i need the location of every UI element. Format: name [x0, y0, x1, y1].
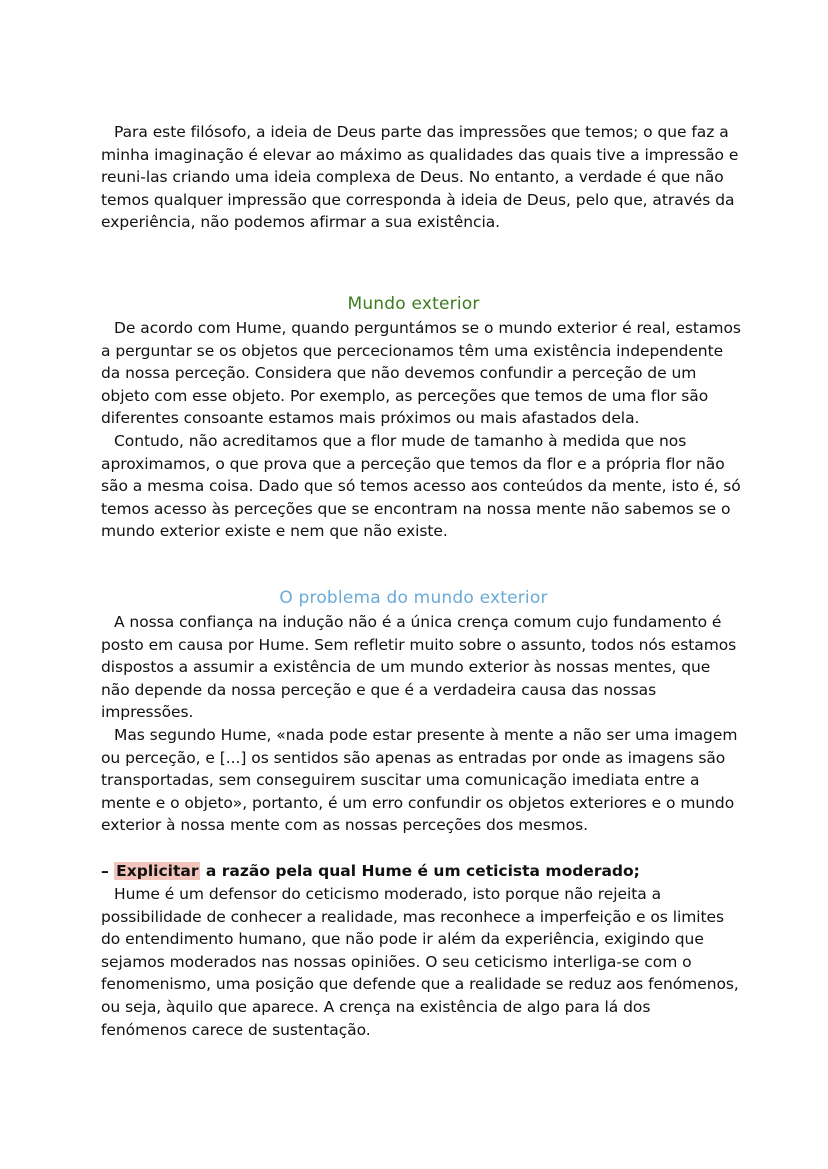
- mundo-exterior-section: [101, 317, 741, 543]
- heading-mundo-exterior: Mundo exterior: [347, 294, 480, 314]
- answer-section: [101, 883, 741, 1041]
- answer-paragraph: Hume é um defensor do ceticismo moderado, isto porque não rejeita a possibilidade de conhecer a realidade, mas reconhece a imperfeição e os limites do entendimento humano, que não pode ir além da experiência, exigindo que sejamos moderados nas nossas opiniões. O seu ceticismo interliga-se com o fenomenismo, uma posição que defende que a realidade se reduz aos fenómenos, ou seja, àquilo que aparece. A crença na existência de algo para lá dos fenómenos carece de sustentação.: [101, 885, 739, 1039]
- heading-problema-mundo-exterior: O problema do mundo exterior: [279, 588, 548, 608]
- question-highlight: Explicitar: [116, 862, 199, 880]
- problema-paragraph-2: Mas segundo Hume, «nada pode estar presente à mente a não ser uma imagem ou perceção, e [...] os sentidos são apenas as entradas por onde as imagens são transportadas, sem conseguirem suscitar uma comunicação imediata entre a mente e o objeto», portanto, é um erro confundir os objetos exteriores e o mundo exterior à nossa mente com as nossas perceções dos mesmos.: [101, 725, 738, 835]
- intro-section: [101, 121, 741, 234]
- mundo-exterior-paragraph-2: Contudo, não acreditamos que a flor mude de tamanho à medida que nos aproximamos, o que prova que a perceção que temos da flor e a própria flor não são a mesma coisa. Dado que só temos acesso aos conteúdos da mente, isto é, só temos acesso às perceções que se encontram na nossa mente não sabemos se o mundo exterior existe e nem que não existe.: [101, 431, 741, 541]
- problema-section: [101, 611, 741, 837]
- question-line: [101, 860, 741, 883]
- mundo-exterior-paragraph-1: De acordo com Hume, quando perguntámos se o mundo exterior é real, estamos a perguntar se os objetos que percecionamos têm uma existência independente da nossa perceção. Considera que não devemos confundir a perceção de um objeto com esse objeto. Por exemplo, as perceções que temos de uma flor são diferentes consoante estamos mais próximos ou mais afastados dela.: [101, 319, 741, 428]
- question-text: a razão pela qual Hume é um ceticista moderado;: [200, 862, 640, 880]
- intro-paragraph: Para este filósofo, a ideia de Deus parte das impressões que temos; o que faz a minha imaginação é elevar ao máximo as qualidades das quais tive a impressão e reuni-las criando uma ideia complexa de Deus. No entanto, a verdade é que não temos qualquer impressão que corresponda à ideia de Deus, pelo que, através da experiência, não podemos afirmar a sua existência.: [101, 123, 739, 232]
- question-prefix: –: [101, 862, 115, 880]
- problema-paragraph-1: A nossa confiança na indução não é a única crença comum cujo fundamento é posto em causa por Hume. Sem refletir muito sobre o assunto, todos nós estamos dispostos a assumir a existência de um mundo exterior às nossas mentes, que não depende da nossa perceção e que é a verdadeira causa das nossas impressões.: [101, 613, 737, 722]
